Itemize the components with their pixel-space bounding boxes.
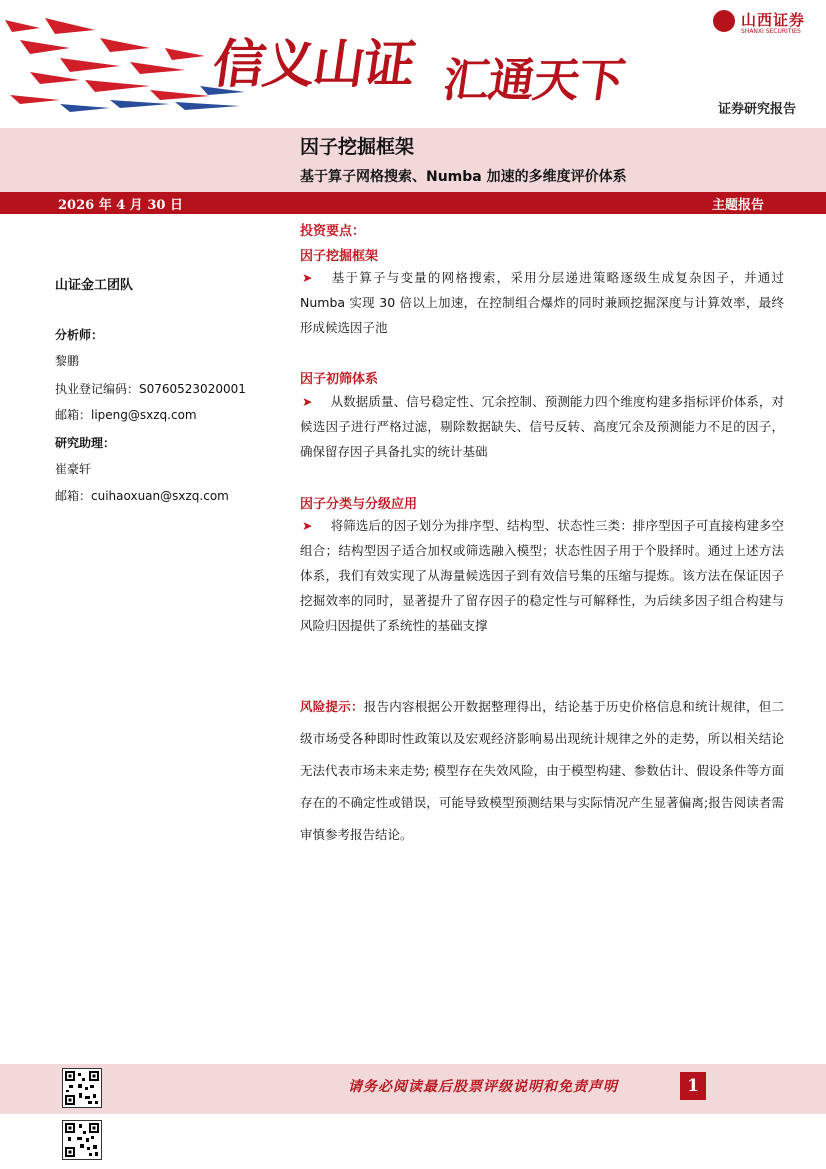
qr-code-icon bbox=[62, 1068, 102, 1108]
license-number: 执业登记编码：S0760523020001 bbox=[55, 382, 246, 396]
section-heading: 因子分类与分级应用 bbox=[300, 497, 418, 512]
report-date: 2026 年 4 月 30 日 bbox=[58, 198, 183, 213]
assistant-email: 邮箱：cuihaoxuan@sxzq.com bbox=[55, 489, 229, 503]
key-points-label: 投资要点： bbox=[300, 224, 366, 239]
section-paragraph: ➤ 将筛选后的因子划分为排序型、结构型、状态性三类：排序型因子可直接构建多空组合；结构型因子适合加权或筛选融入模型；状态性因子用于个股择时。通过上述方法体系，我们有效实现了从海量候选因子到有效信号集的压缩与提炼。该方法在保证因子挖掘效率的同时，显著提升了留存因子的稳定性与可解释性，为后续多因子组合构建与风险归因提供了系统性的基础支撑 bbox=[300, 518, 784, 633]
company-logo-icon bbox=[713, 10, 735, 32]
assistant-name: 崔豪轩 bbox=[55, 462, 92, 476]
page-number: 1 bbox=[680, 1072, 706, 1100]
disclaimer-text: 请务必阅读最后股票评级说明和免责声明 bbox=[348, 1079, 618, 1095]
header-banner bbox=[0, 0, 826, 128]
report-topic: 主题报告 bbox=[712, 198, 765, 213]
section-paragraph: ➤ 基于算子与变量的网格搜索，采用分层递进策略逐级生成复杂因子，并通过 Numba 实现 30 倍以上加速，在控制组合爆炸的同时兼顾挖掘深度与计算效率，最终形成候选因子池 bbox=[300, 270, 784, 335]
risk-warning bbox=[300, 691, 784, 851]
section-paragraph: ➤ 从数据质量、信号稳定性、冗余控制、预测能力四个维度构建多指标评价体系，对候选因子进行严格过滤，剔除数据缺失、信号反转、高度冗余及预测能力不足的因子，确保留存因子具备扎实的统计基础 bbox=[300, 394, 784, 459]
assistant-label: 研究助理： bbox=[55, 436, 116, 450]
bullet-arrow-icon: ➤ bbox=[302, 270, 313, 285]
report-subtitle: 基于算子网格搜索、Numba 加速的多维度评价体系 bbox=[300, 169, 627, 185]
analyst-email: 邮箱：lipeng@sxzq.com bbox=[55, 408, 197, 422]
analyst-label: 分析师： bbox=[55, 328, 104, 342]
team-name: 山证金工团队 bbox=[55, 278, 134, 293]
report-type: 证券研究报告 bbox=[718, 102, 797, 117]
section-heading: 因子初筛体系 bbox=[300, 372, 379, 387]
slogan-part2: 汇通天下 bbox=[439, 53, 628, 107]
section-heading: 因子挖掘框架 bbox=[300, 249, 379, 264]
analyst-name: 黎鹏 bbox=[55, 354, 80, 368]
risk-text: 报告内容根据公开数据整理得出，结论基于历史价格信息和统计规律，但二级市场受各种即时性政策以及宏观经济影响易出现统计规律之外的走势，所以相关结论无法代表市场未来走势; 模型存在失效风险，由于模型构建、参数估计、假设条件等方面存在的不确定性或错误，可能导致模型预测结果与实际情况产生显著偏离;报告阅读者需审慎参考报告结论。 bbox=[300, 699, 784, 842]
qr-code-icon bbox=[62, 1120, 102, 1160]
risk-label: 风险提示： bbox=[300, 699, 364, 714]
slogan-part1: 信义山证 bbox=[209, 35, 418, 95]
bullet-arrow-icon: ➤ bbox=[302, 394, 313, 409]
report-title: 因子挖掘框架 bbox=[300, 136, 415, 158]
company-name: 山西证券 bbox=[741, 11, 806, 29]
bullet-arrow-icon: ➤ bbox=[302, 518, 313, 533]
company-name-en: SHANXI SECURITIES bbox=[741, 28, 801, 35]
